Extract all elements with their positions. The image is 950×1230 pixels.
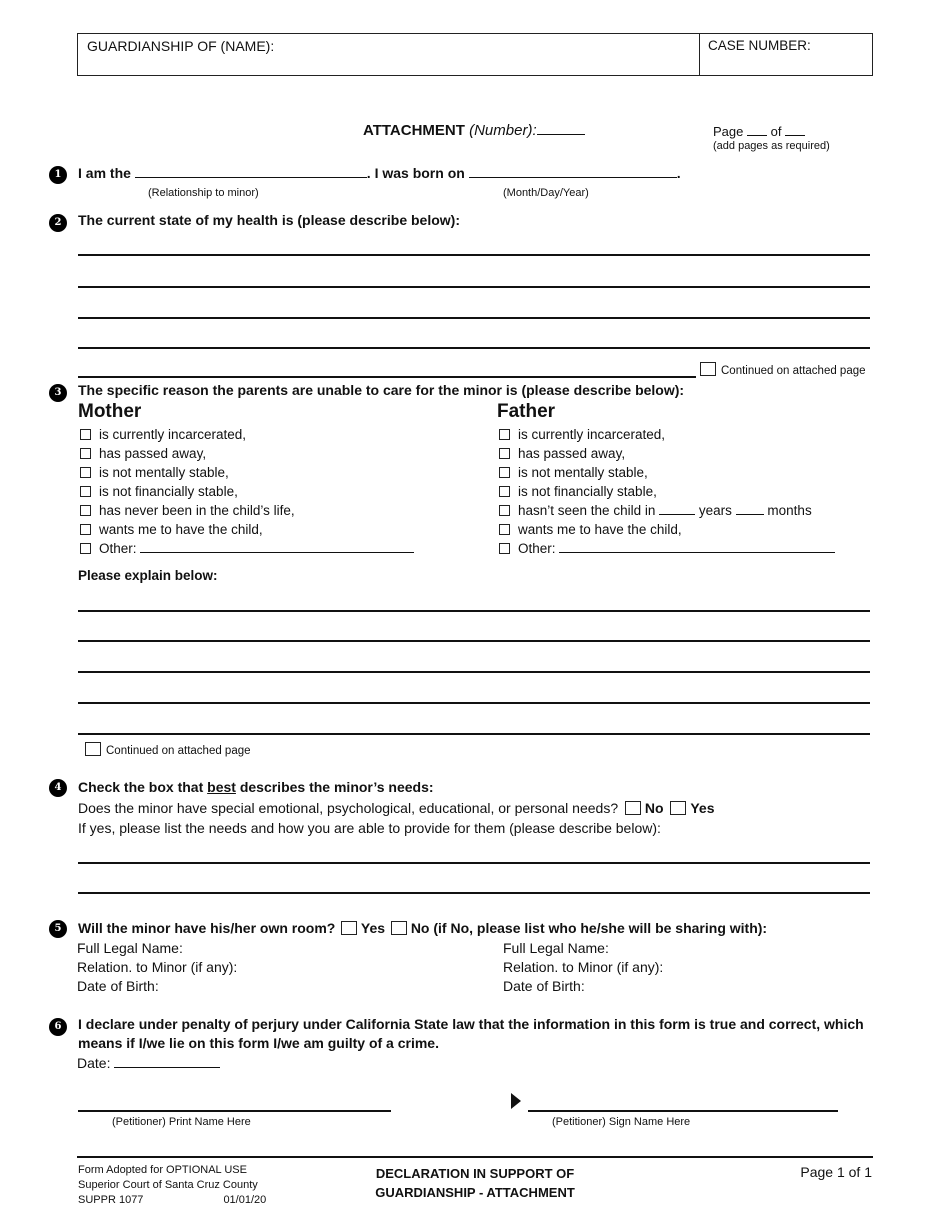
needs-line-2[interactable] — [78, 892, 870, 894]
section-1-number: 1 — [49, 166, 67, 184]
date-row: Date: — [77, 1055, 220, 1071]
needs-followup: If yes, please list the needs and how you are able to provide for them (please describe below): — [78, 820, 661, 836]
explain-label: Please explain below: — [78, 568, 218, 583]
health-line-5[interactable] — [78, 376, 696, 378]
sign-name-caption: (Petitioner) Sign Name Here — [552, 1116, 691, 1128]
page-count: Page of — [713, 124, 805, 139]
checkbox[interactable] — [499, 505, 510, 516]
years-field[interactable] — [659, 514, 695, 515]
mother-option-never-in-life[interactable]: has never been in the child’s life, — [80, 503, 295, 518]
sign-name-line[interactable] — [528, 1110, 838, 1112]
sharer-1-dob: Date of Birth: — [77, 978, 159, 994]
room-no-checkbox[interactable] — [391, 921, 407, 935]
checkbox[interactable] — [499, 486, 510, 497]
page-number-field[interactable] — [747, 135, 767, 136]
footer-left: Form Adopted for OPTIONAL USE Superior Court of Santa Cruz County SUPPR 1077 01/01/20 — [78, 1164, 267, 1206]
checkbox[interactable] — [499, 543, 510, 554]
checkbox[interactable] — [499, 467, 510, 478]
checkbox[interactable] — [80, 524, 91, 535]
father-heading: Father — [497, 401, 556, 422]
page-note: (add pages as required) — [713, 140, 830, 152]
explain-line-4[interactable] — [78, 702, 870, 704]
mother-option-other[interactable]: Other: — [80, 541, 414, 556]
mother-option-not-financially-stable[interactable]: is not financially stable, — [80, 484, 238, 499]
mother-other-field[interactable] — [140, 552, 414, 553]
health-line-3[interactable] — [78, 317, 870, 319]
footer-title: DECLARATION IN SUPPORT OF GUARDIANSHIP - ATTACHMENT — [375, 1166, 575, 1200]
room-question: Will the minor have his/her own room? Yes No (if No, please list who he/she will be sharing with): — [78, 920, 768, 936]
mother-option-passed-away[interactable]: has passed away, — [80, 446, 206, 461]
needs-question: Does the minor have special emotional, psychological, educational, or personal needs? No Yes — [78, 800, 715, 816]
case-number-label: CASE NUMBER: — [708, 38, 811, 53]
attachment-title: ATTACHMENT (Number): — [363, 122, 585, 139]
checkbox[interactable] — [80, 467, 91, 478]
caption-box — [77, 33, 873, 76]
explain-line-5[interactable] — [78, 733, 870, 735]
date-caption: (Month/Day/Year) — [503, 187, 589, 199]
section-5-number: 5 — [49, 920, 67, 938]
section-6-number: 6 — [49, 1018, 67, 1036]
page-total-field[interactable] — [785, 135, 805, 136]
checkbox[interactable] — [499, 524, 510, 535]
caption-divider — [699, 34, 700, 75]
explain-line-3[interactable] — [78, 671, 870, 673]
birth-date-field[interactable] — [469, 177, 677, 178]
signature-date-field[interactable] — [114, 1067, 220, 1068]
health-continued-checkbox[interactable] — [700, 362, 716, 376]
father-option-not-mentally-stable[interactable]: is not mentally stable, — [499, 465, 648, 480]
reason-continued-checkbox[interactable] — [85, 742, 101, 756]
health-line-1[interactable] — [78, 254, 870, 256]
perjury-declaration: I declare under penalty of perjury under California State law that the information in this form is true and correct, which means if I/we lie on this form I/we am guilty of a crime. — [78, 1016, 864, 1051]
sharer-2-name: Full Legal Name: — [503, 940, 609, 956]
checkbox[interactable] — [80, 505, 91, 516]
checkbox[interactable] — [499, 429, 510, 440]
needs-no-checkbox[interactable] — [625, 801, 641, 815]
section-3-number: 3 — [49, 384, 67, 402]
print-name-caption: (Petitioner) Print Name Here — [112, 1116, 251, 1128]
reason-prompt: The specific reason the parents are unable to care for the minor is (please describe below): — [78, 382, 685, 398]
father-option-incarcerated[interactable]: is currently incarcerated, — [499, 427, 665, 442]
health-continued: Continued on attached page — [700, 362, 866, 377]
father-option-other[interactable]: Other: — [499, 541, 835, 556]
father-option-wants-me[interactable]: wants me to have the child, — [499, 522, 682, 537]
needs-line-1[interactable] — [78, 862, 870, 864]
attachment-number-field[interactable] — [537, 134, 585, 135]
sharer-1-name: Full Legal Name: — [77, 940, 183, 956]
print-name-line[interactable] — [78, 1110, 391, 1112]
mother-option-wants-me[interactable]: wants me to have the child, — [80, 522, 263, 537]
needs-yes-checkbox[interactable] — [670, 801, 686, 815]
explain-line-1[interactable] — [78, 610, 870, 612]
explain-line-2[interactable] — [78, 640, 870, 642]
mother-heading: Mother — [78, 401, 142, 422]
health-line-2[interactable] — [78, 286, 870, 288]
health-line-4[interactable] — [78, 347, 870, 349]
mother-option-incarcerated[interactable]: is currently incarcerated, — [80, 427, 246, 442]
sharer-2-dob: Date of Birth: — [503, 978, 585, 994]
footer-rule — [77, 1156, 873, 1158]
father-option-not-financially-stable[interactable]: is not financially stable, — [499, 484, 657, 499]
section-2-number: 2 — [49, 214, 67, 232]
father-other-field[interactable] — [559, 552, 835, 553]
checkbox[interactable] — [499, 448, 510, 459]
relationship-caption: (Relationship to minor) — [148, 187, 259, 199]
health-prompt: The current state of my health is (please describe below): — [78, 212, 460, 228]
checkbox[interactable] — [80, 543, 91, 554]
checkbox[interactable] — [80, 486, 91, 497]
checkbox[interactable] — [80, 429, 91, 440]
relationship-field[interactable] — [135, 177, 367, 178]
father-option-not-seen[interactable]: hasn’t seen the child in years months — [499, 503, 812, 518]
mother-option-not-mentally-stable[interactable]: is not mentally stable, — [80, 465, 229, 480]
section-1-line: I am the . I was born on . — [78, 165, 681, 181]
footer-page: Page 1 of 1 — [800, 1164, 872, 1180]
sign-here-arrow-icon — [511, 1093, 521, 1109]
guardianship-label: GUARDIANSHIP OF (NAME): — [87, 38, 275, 54]
months-field[interactable] — [736, 514, 764, 515]
room-yes-checkbox[interactable] — [341, 921, 357, 935]
section-4-number: 4 — [49, 779, 67, 797]
needs-prompt: Check the box that best describes the minor’s needs: — [78, 779, 434, 795]
checkbox[interactable] — [80, 448, 91, 459]
father-option-passed-away[interactable]: has passed away, — [499, 446, 625, 461]
sharer-1-relation: Relation. to Minor (if any): — [77, 959, 238, 975]
reason-continued: Continued on attached page — [85, 742, 251, 757]
sharer-2-relation: Relation. to Minor (if any): — [503, 959, 664, 975]
